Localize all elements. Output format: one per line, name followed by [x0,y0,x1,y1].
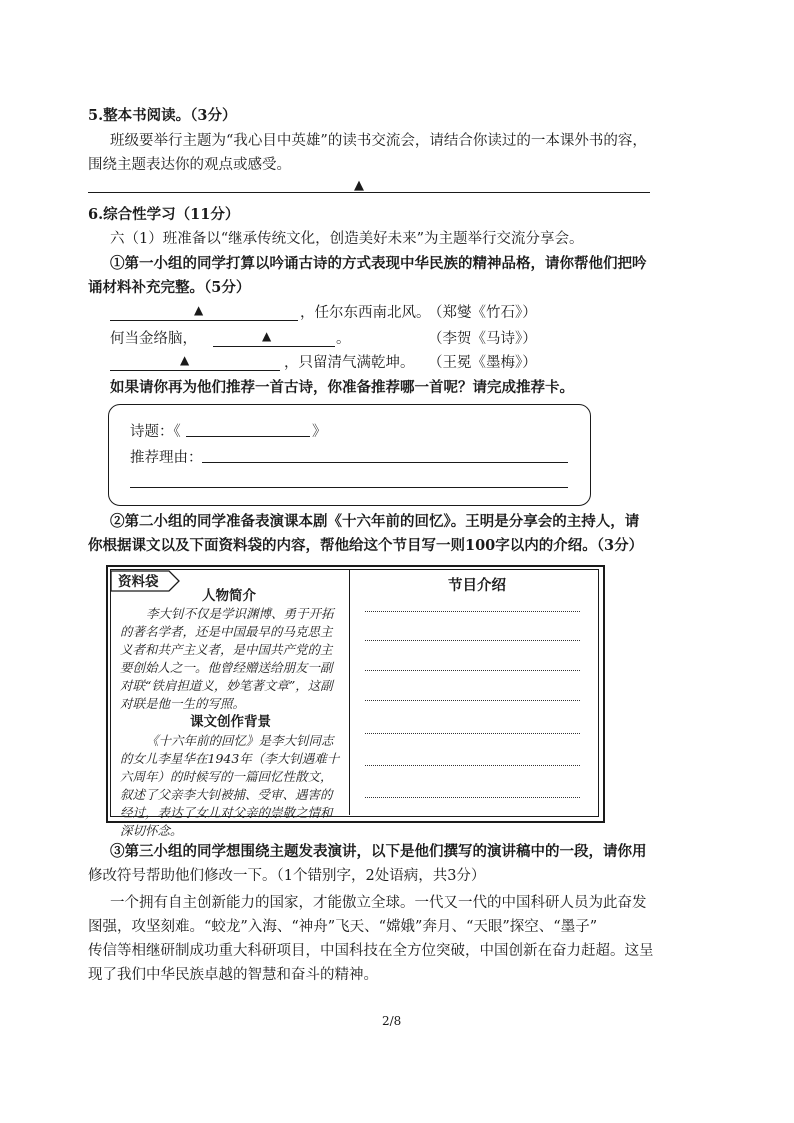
q5-answer-marker: ▲ [354,178,364,193]
section1-line: 对联“铁肩担道义，妙笔著文章”，这副 [120,678,333,693]
poem2-suffix: 。 [336,331,351,347]
q6-intro: 六（1）班准备以“继承传统文化，创造美好未来”为主题举行交流分享会。 [110,231,584,247]
section2-body [120,732,345,840]
speech-line: 图强，攻坚刻难。“蛟龙”入海、“神舟”飞天、“嫦娥”奔月、“天眼”探空、“墨子” [88,919,598,935]
q5-prompt-line1: 班级要举行主题为“我心目中英雄”的读书交流会，请结合你读过的一本课外书的容， [110,133,647,149]
section1-line: 李大钊不仅是学识渊博、勇于开拓 [146,606,334,621]
section1-title: 人物简介 [202,588,256,604]
q6-heading: 6.综合性学习（11分） [88,206,240,223]
q6-task2-line2: 你根据课文以及下面资料袋的内容，帮他给这个节目写一则100字以内的介绍。（3分） [88,537,644,554]
card-title-close: 》 [312,424,327,440]
section1-line: 义者和共产主义者，是中国共产党的主 [120,642,333,657]
poem3-blank[interactable] [110,370,280,371]
section2-line: 的女儿李星华在1943年（李大钊遇难十 [120,751,340,766]
card-reason-label: 推荐理由： [130,450,203,466]
material-box-divider [349,569,350,815]
q6-task3-line2: 修改符号帮助他们修改一下。（1个错别字，2处语病，共3分） [88,868,486,884]
section1-line: 的著名学者，还是中国最早的马克思主 [120,624,333,639]
section2-line: 六周年）的时候写的一篇回忆性散文， [120,769,333,784]
section1-line: 要创始人之一。他曾经赠送给朋友一副 [120,660,333,675]
q5-heading: 5.整本书阅读。（3分） [88,107,237,124]
q6-task2-line1: ②第二小组的同学准备表演课本剧《十六年前的回忆》。王明是分享会的主持人，请 [110,513,640,530]
section2-line: 经过，表达了女儿对父亲的崇敬之情和 [120,805,333,820]
q5-prompt-line2: 围绕主题表达你的观点或感受。 [88,157,291,173]
intro-answer-line[interactable] [365,700,580,701]
poem2-blank[interactable] [213,346,335,347]
card-reason-blank-2[interactable] [130,487,568,488]
q6-task1-line2: 诵材料补充完整。（5分） [88,279,251,296]
q6-task3-line1: ③第三小组的同学想围绕主题发表演讲，以下是他们撰写的演讲稿中的一段，请你用 [110,843,647,860]
q5-answer-line[interactable] [88,192,650,193]
section2-line: 叙述了父亲李大钊被捕、受审、遇害的 [120,787,333,802]
page-number: 2/8 [382,1014,402,1028]
poem3-text: ，只留清气满乾坤。 [284,355,415,371]
section2-line: 《十六年前的回忆》是李大钊同志 [146,733,334,748]
intro-answer-line[interactable] [365,611,580,612]
intro-answer-line[interactable] [365,670,580,671]
recommend-prompt: 如果请你再为他们推荐一首古诗，你准备推荐哪一首呢？请完成推荐卡。 [110,379,574,396]
speech-line: 传信等相继研制成功重大科研项目，中国科技在全方位突破，中国创新在奋力赶超。这呈 [88,943,654,959]
intro-title: 节目介绍 [448,577,506,594]
poem3-source: （王冕《墨梅》） [428,355,537,371]
poem1-blank[interactable] [110,320,298,321]
poem2-prefix: 何当金络脑， [110,331,197,347]
card-title-blank[interactable] [186,436,310,437]
poem3-marker: ▲ [180,353,190,367]
q6-task1-line1: ①第一小组的同学打算以吟诵古诗的方式表现中华民族的精神品格，请你帮他们把吟 [110,255,647,272]
poem2-marker: ▲ [262,329,272,343]
poem1-marker: ▲ [194,303,204,317]
speech-line: 一个拥有自主创新能力的国家，才能傲立全球。一代又一代的中国科研人员为此奋发 [110,895,647,911]
intro-answer-line[interactable] [365,640,580,641]
card-reason-blank-1[interactable] [202,462,568,463]
card-title-label: 诗题：《 [130,424,181,440]
intro-answer-line[interactable] [365,797,580,798]
section1-body [120,605,345,713]
poem1-text: ，任尔东西南北风。 [300,305,431,321]
section2-line: 深切怀念。 [120,823,183,838]
intro-answer-line[interactable] [365,733,580,734]
bag-label: 资料袋 [118,574,159,590]
section1-line: 对联是他一生的写照。 [120,696,246,711]
speech-line: 现了我们中华民族卓越的智慧和奋斗的精神。 [88,967,378,983]
intro-answer-line[interactable] [365,765,580,766]
poem2-source: （李贺《马诗》） [428,331,537,347]
poem1-source: （郑燮《竹石》） [428,305,537,321]
section2-title: 课文创作背景 [190,714,271,730]
